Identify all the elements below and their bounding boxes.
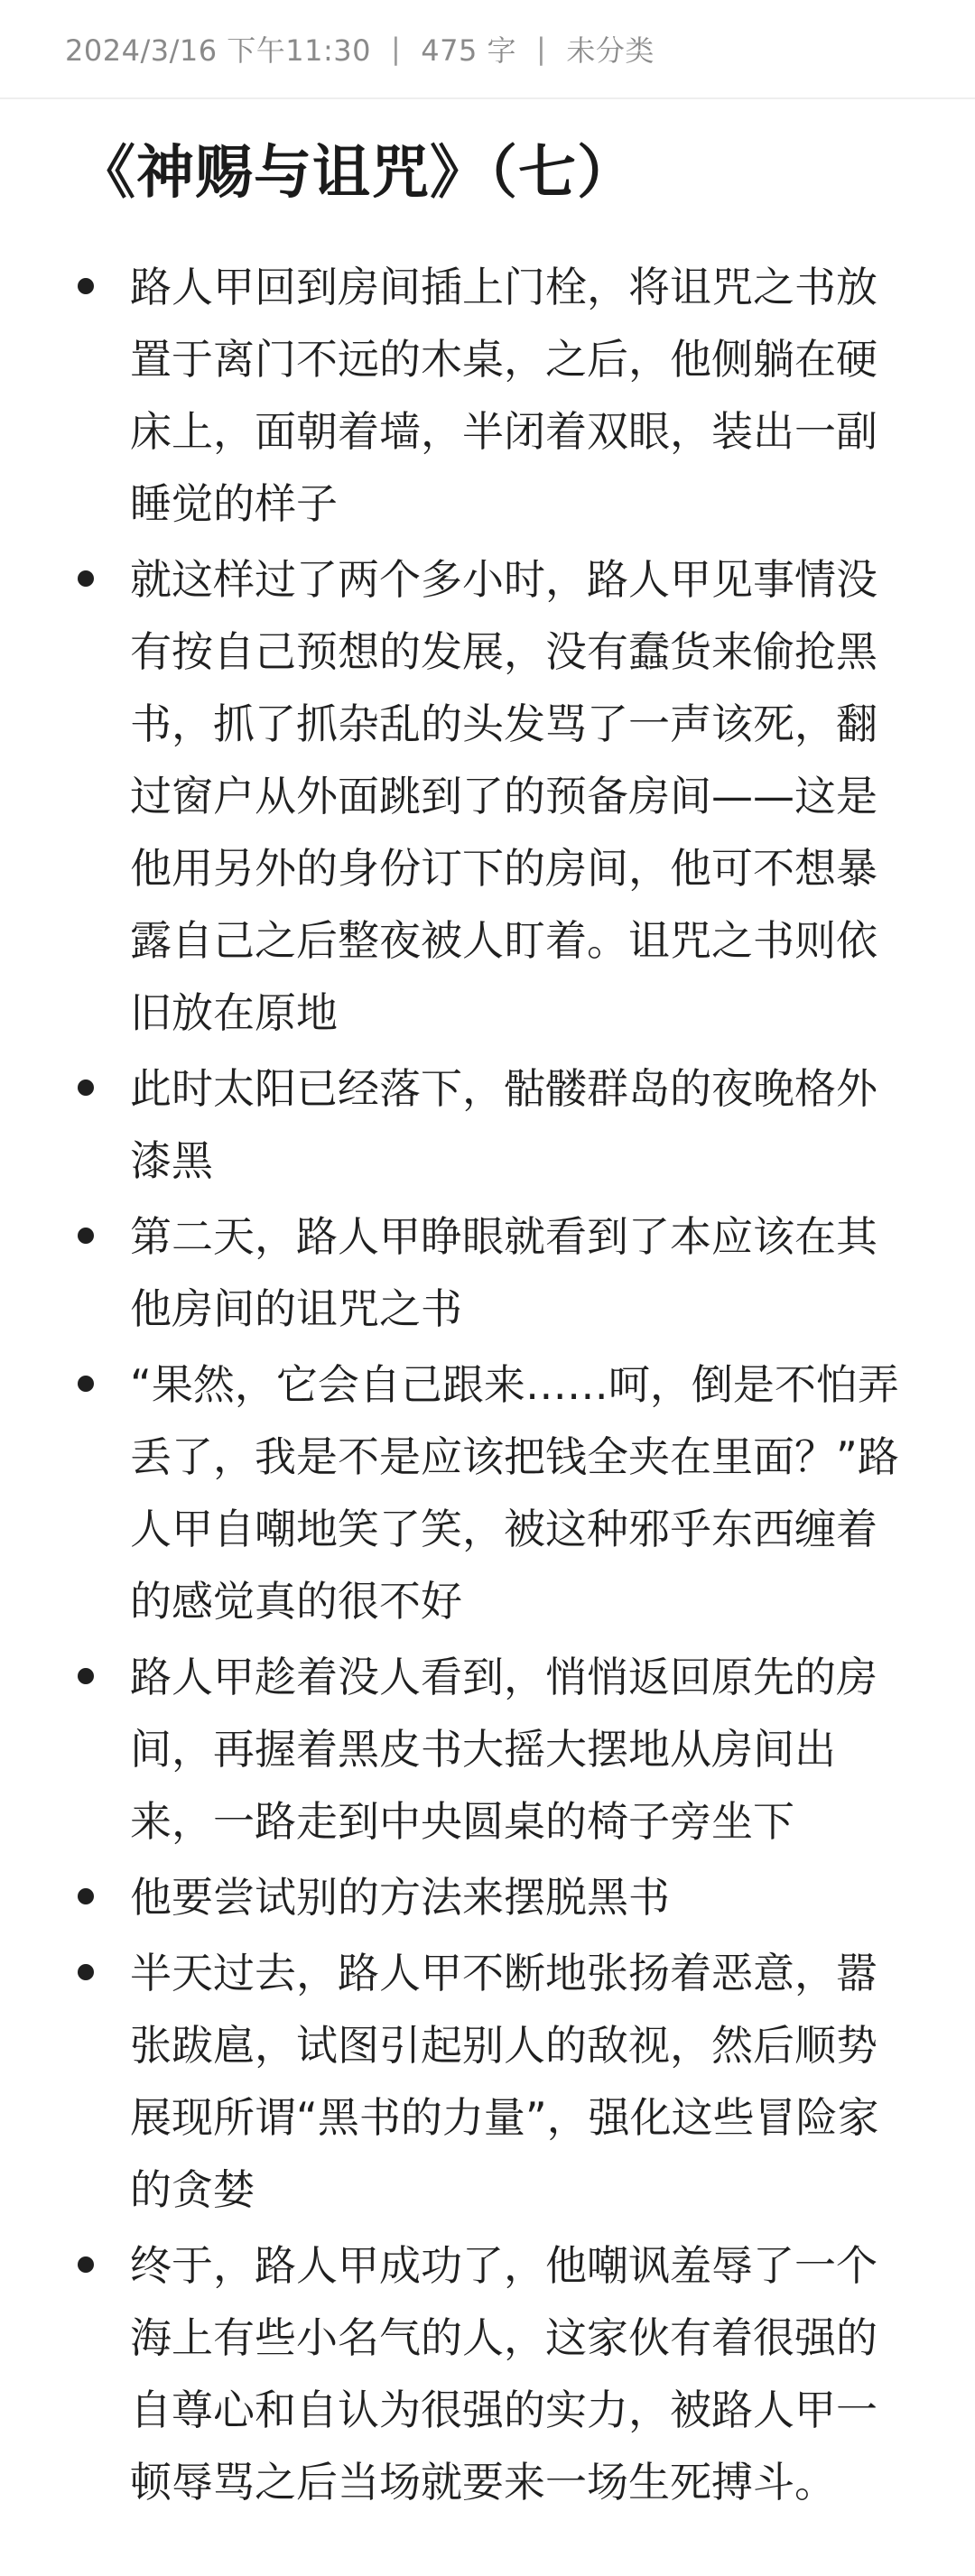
bullet-dot-icon xyxy=(78,278,94,294)
bullet-dot-icon xyxy=(78,1964,94,1980)
note-title: 《神赐与诅咒》（七） xyxy=(78,140,636,207)
bullet-dot-icon xyxy=(78,1888,94,1904)
note-content[interactable] xyxy=(0,99,975,2518)
list-item xyxy=(78,1641,910,1858)
note-meta-bar xyxy=(0,0,975,99)
list-item xyxy=(78,1052,910,1197)
list-item xyxy=(78,1937,910,2226)
word-count: 475 字 xyxy=(421,33,517,68)
list-item xyxy=(78,1861,910,1933)
list-item-text: 路人甲趁着没人看到，悄悄返回原先的房间，再握着黑皮书大摇大摆地从房间出来，一路走到中央圆桌的椅子旁坐下 xyxy=(130,1653,878,1846)
list-item-text: “果然，它会自己跟来……呵，倒是不怕弄丢了，我是不是应该把钱全夹在里面？”路人甲自嘲地笑了笑，被这种邪乎东西缠着的感觉真的很不好 xyxy=(130,1360,899,1626)
list-item-text: 此时太阳已经落下，骷髅群岛的夜晚格外漆黑 xyxy=(130,1064,878,1185)
bullet-dot-icon xyxy=(78,2256,94,2273)
list-item-text: 就这样过了两个多小时，路人甲见事情没有按自己预想的发展，没有蠢货来偷抢黑书，抓了抓杂乱的头发骂了一声该死，翻过窗户从外面跳到了的预备房间——这是他用另外的身份订下的房间，他可不想暴露自己之后整夜被人盯着。诅咒之书则依旧放在原地 xyxy=(130,555,878,1037)
note-date: 2024/3/16 下午11:30 xyxy=(65,33,371,68)
list-item xyxy=(78,2229,910,2518)
category-label[interactable]: 未分类 xyxy=(566,33,655,68)
bullet-list xyxy=(78,251,910,2518)
list-item-text: 路人甲回到房间插上门栓，将诅咒之书放置于离门不远的木桌，之后，他侧躺在硬床上，面朝着墙，半闭着双眼，装出一副睡觉的样子 xyxy=(130,263,878,528)
bullet-dot-icon xyxy=(78,1668,94,1684)
list-item-text: 他要尝试别的方法来摆脱黑书 xyxy=(130,1873,670,1922)
list-item-text: 终于，路人甲成功了，他嘲讽羞辱了一个海上有些小名气的人，这家伙有着很强的自尊心和自认为很强的实力，被路人甲一顿辱骂之后当场就要来一场生死搏斗。 xyxy=(130,2241,878,2507)
list-item xyxy=(78,1348,910,1637)
list-item xyxy=(78,543,910,1049)
list-item-text: 半天过去，路人甲不断地张扬着恶意，嚣张跋扈，试图引起别人的敌视，然后顺势展现所谓“黑书的力量”，强化这些冒险家的贪婪 xyxy=(130,1949,879,2214)
bullet-dot-icon xyxy=(78,1376,94,1392)
bullet-dot-icon xyxy=(78,1080,94,1096)
list-item xyxy=(78,251,910,540)
list-item-text: 第二天，路人甲睁眼就看到了本应该在其他房间的诅咒之书 xyxy=(130,1212,878,1333)
bullet-dot-icon xyxy=(78,570,94,587)
meta-separator: | xyxy=(390,32,402,66)
list-item xyxy=(78,1200,910,1345)
bullet-dot-icon xyxy=(78,1228,94,1244)
meta-separator: | xyxy=(536,32,547,66)
